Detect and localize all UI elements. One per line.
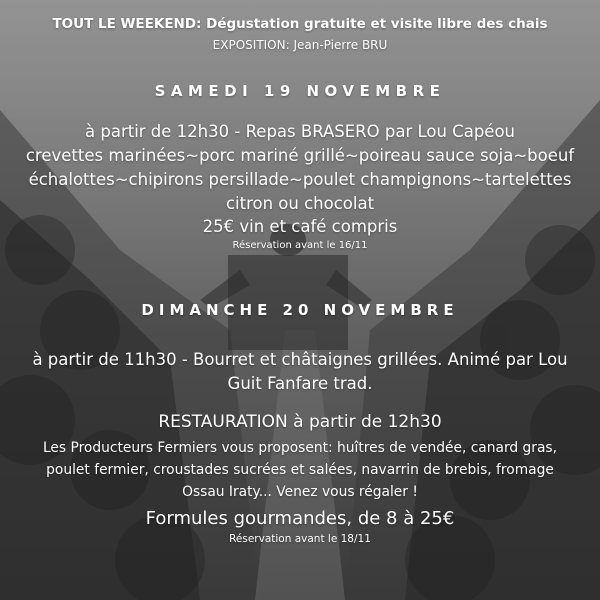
sunday-heading: DIMANCHE 20 NOVEMBRE: [141, 301, 459, 319]
restauration-heading: RESTAURATION à partir de 12h30: [158, 412, 442, 432]
formules-line: Formules gourmandes, de 8 à 25€: [145, 508, 455, 529]
sunday-line-1: à partir de 11h30 - Bourret et châtaignes grillées. Animé par Lou: [32, 350, 568, 369]
sunday-line-2: Guit Fanfare trad.: [227, 374, 373, 393]
saturday-price: 25€ vin et café compris: [202, 217, 398, 236]
saturday-reservation: Réservation avant le 16/11: [232, 240, 368, 251]
saturday-line-4: citron ou chocolat: [225, 194, 375, 213]
producers-line-1: Les Producteurs Fermiers vous proposent: huîtres de vendée, canard gras,: [42, 440, 557, 456]
saturday-line-3: échalottes~chipirons persillade~poulet champignons~tartelettes: [28, 170, 572, 189]
saturday-heading: SAMEDI 19 NOVEMBRE: [154, 82, 446, 100]
producers-line-2: poulet fermier, croustades sucrées et salées, navarrin de brebis, fromage: [46, 462, 554, 478]
exposition-line: EXPOSITION: Jean-Pierre BRU: [212, 38, 388, 52]
saturday-line-2: crevettes marinées~porc mariné grillé~poireau sauce soja~boeuf: [25, 146, 575, 165]
producers-line-3: Ossau Iraty... Venez vous régaler !: [182, 484, 418, 500]
saturday-line-1: à partir de 12h30 - Repas BRASERO par Lou Capéou: [85, 122, 515, 141]
sunday-reservation: Réservation avant le 18/11: [229, 533, 371, 545]
weekend-banner: TOUT LE WEEKEND: Dégustation gratuite et visite libre des chais: [52, 16, 548, 32]
